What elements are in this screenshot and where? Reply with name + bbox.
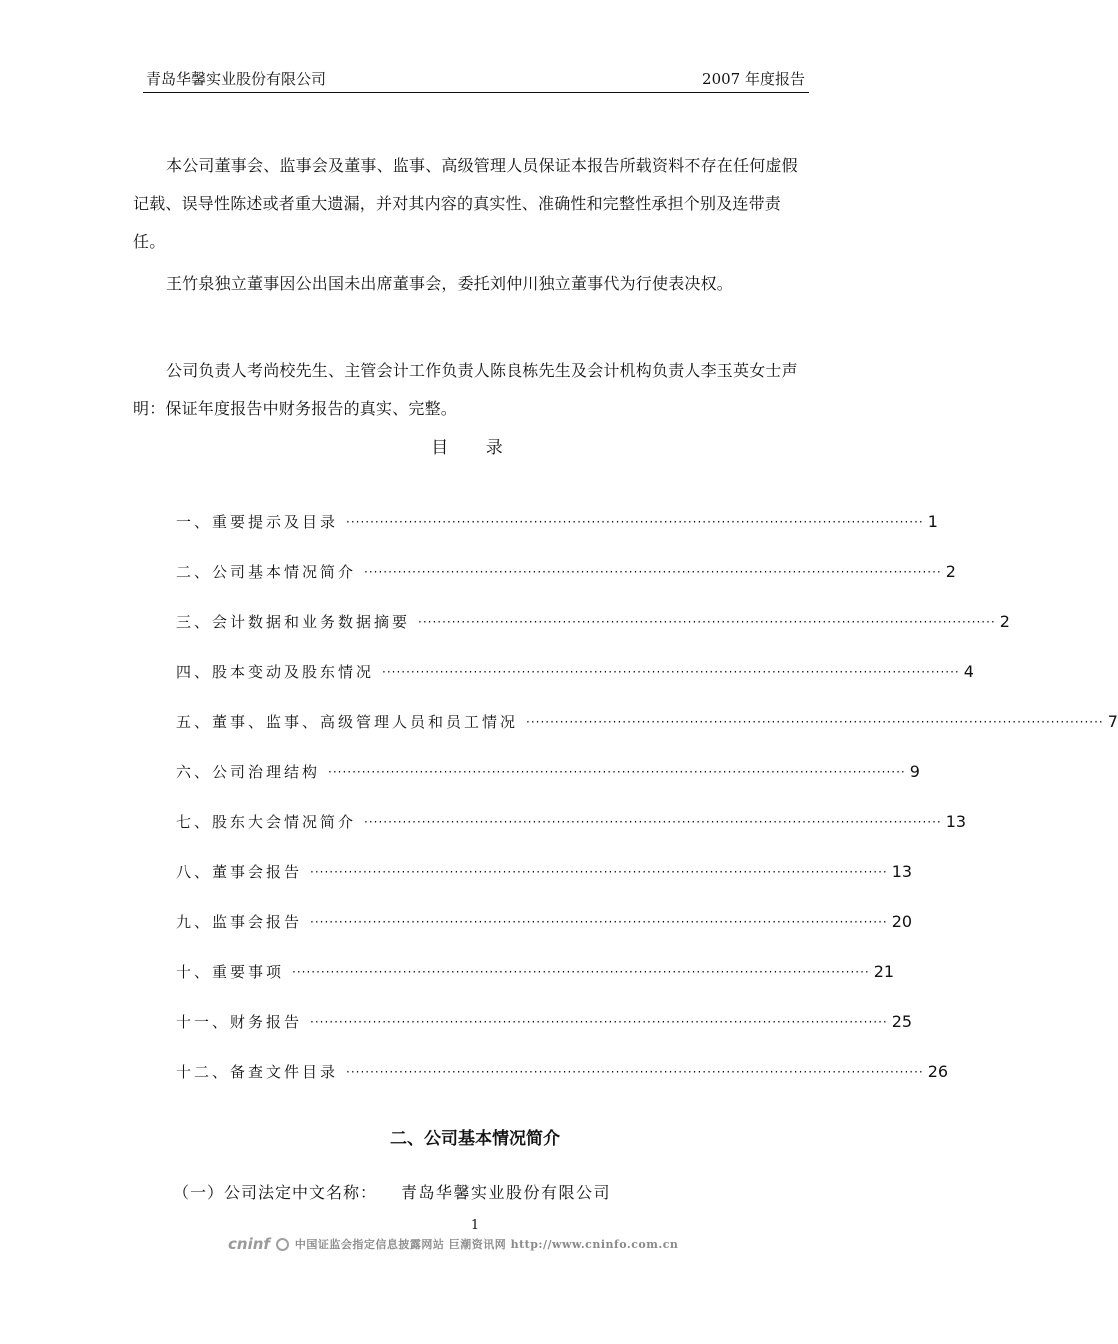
toc-leader-dots: ························································································································ bbox=[310, 1015, 888, 1029]
toc-item-page: 26 bbox=[927, 1062, 949, 1081]
toc-item bbox=[176, 557, 956, 607]
statement-paragraph-1: 本公司董事会、监事会及董事、监事、高级管理人员保证本报告所载资料不存在任何虚假记载、误导性陈述或者重大遗漏，并对其内容的真实性、准确性和完整性承担个别及连带责任。 bbox=[133, 156, 798, 251]
footer-watermark bbox=[228, 1234, 678, 1254]
toc-leader-dots: ························································································································ bbox=[346, 515, 924, 529]
section-title: 二、公司基本情况简介 bbox=[390, 1129, 560, 1149]
toc-item bbox=[176, 757, 920, 807]
toc-item bbox=[176, 907, 913, 957]
toc-item-label: 八、董事会报告 bbox=[176, 863, 303, 881]
toc-leader-dots: ························································································································ bbox=[382, 665, 960, 679]
toc-item-page: 4 bbox=[963, 662, 974, 681]
toc-item-page: 25 bbox=[891, 1012, 913, 1031]
toc-leader-dots: ························································································································ bbox=[310, 865, 888, 879]
toc-item-page: 13 bbox=[891, 862, 913, 881]
toc-leader-dots: ························································································································ bbox=[292, 965, 870, 979]
toc-item bbox=[176, 857, 913, 907]
page-header bbox=[143, 66, 809, 93]
toc-item-label: 四、股本变动及股东情况 bbox=[176, 663, 375, 681]
toc-item-label: 十一、财务报告 bbox=[176, 1013, 303, 1031]
page-number: 1 bbox=[470, 1218, 480, 1233]
toc-leader-dots: ························································································································ bbox=[346, 1065, 924, 1079]
company-name-line bbox=[173, 1180, 611, 1203]
toc-item-page: 21 bbox=[873, 962, 895, 981]
toc-leader-dots: ························································································································ bbox=[418, 615, 996, 629]
company-name-label: （一）公司法定中文名称： bbox=[173, 1183, 378, 1202]
toc-item bbox=[176, 657, 974, 707]
statement-paragraph-2: 王竹泉独立董事因公出国未出席董事会，委托刘仲川独立董事代为行使表决权。 bbox=[166, 274, 734, 293]
toc-item-page: 20 bbox=[891, 912, 913, 931]
toc-leader-dots: ························································································································ bbox=[364, 815, 942, 829]
cninfo-logo-icon bbox=[276, 1238, 289, 1251]
toc-item-label: 七、股东大会情况简介 bbox=[176, 813, 357, 831]
statement-paragraph-3: 公司负责人考尚校先生、主管会计工作负责人陈良栋先生及会计机构负责人李玉英女士声明：保证年度报告中财务报告的真实、完整。 bbox=[133, 361, 798, 418]
toc-item bbox=[176, 1057, 949, 1107]
toc-item-page: 13 bbox=[945, 812, 967, 831]
toc-item-page: 1 bbox=[927, 512, 938, 531]
toc-item-label: 五、董事、监事、高级管理人员和员工情况 bbox=[176, 713, 519, 731]
toc-leader-dots: ························································································································ bbox=[526, 715, 1104, 729]
toc-leader-dots: ························································································································ bbox=[364, 565, 942, 579]
cninfo-logo: cninf bbox=[228, 1235, 270, 1253]
toc-item-page: 9 bbox=[909, 762, 920, 781]
toc-item-label: 三、会计数据和业务数据摘要 bbox=[176, 613, 411, 631]
toc-item bbox=[176, 807, 967, 857]
toc-item-page: 7 bbox=[1107, 712, 1118, 731]
toc-item-label: 一、重要提示及目录 bbox=[176, 513, 339, 531]
toc-leader-dots: ························································································································ bbox=[310, 915, 888, 929]
toc-item-label: 十、重要事项 bbox=[176, 963, 285, 981]
company-name-value: 青岛华馨实业股份有限公司 bbox=[401, 1183, 612, 1202]
toc-item-label: 六、公司治理结构 bbox=[176, 763, 321, 781]
toc-item bbox=[176, 957, 895, 1007]
toc-item-label: 九、监事会报告 bbox=[176, 913, 303, 931]
header-report-title: 2007 年度报告 bbox=[702, 70, 805, 88]
toc-title: 目 录 bbox=[431, 438, 519, 458]
header-company-name: 青岛华馨实业股份有限公司 bbox=[146, 70, 327, 88]
toc-item bbox=[176, 507, 938, 557]
toc-item bbox=[176, 1007, 913, 1057]
table-of-contents bbox=[176, 507, 1118, 1107]
footer-text: 中国证监会指定信息披露网站 巨潮资讯网 http://www.cninfo.com.cn bbox=[294, 1238, 679, 1251]
toc-leader-dots: ························································································································ bbox=[328, 765, 906, 779]
toc-item-page: 2 bbox=[945, 562, 956, 581]
toc-item-page: 2 bbox=[999, 612, 1010, 631]
toc-item bbox=[176, 707, 1118, 757]
toc-item-label: 十二、备查文件目录 bbox=[176, 1063, 339, 1081]
toc-item-label: 二、公司基本情况简介 bbox=[176, 563, 357, 581]
toc-item bbox=[176, 607, 1010, 657]
